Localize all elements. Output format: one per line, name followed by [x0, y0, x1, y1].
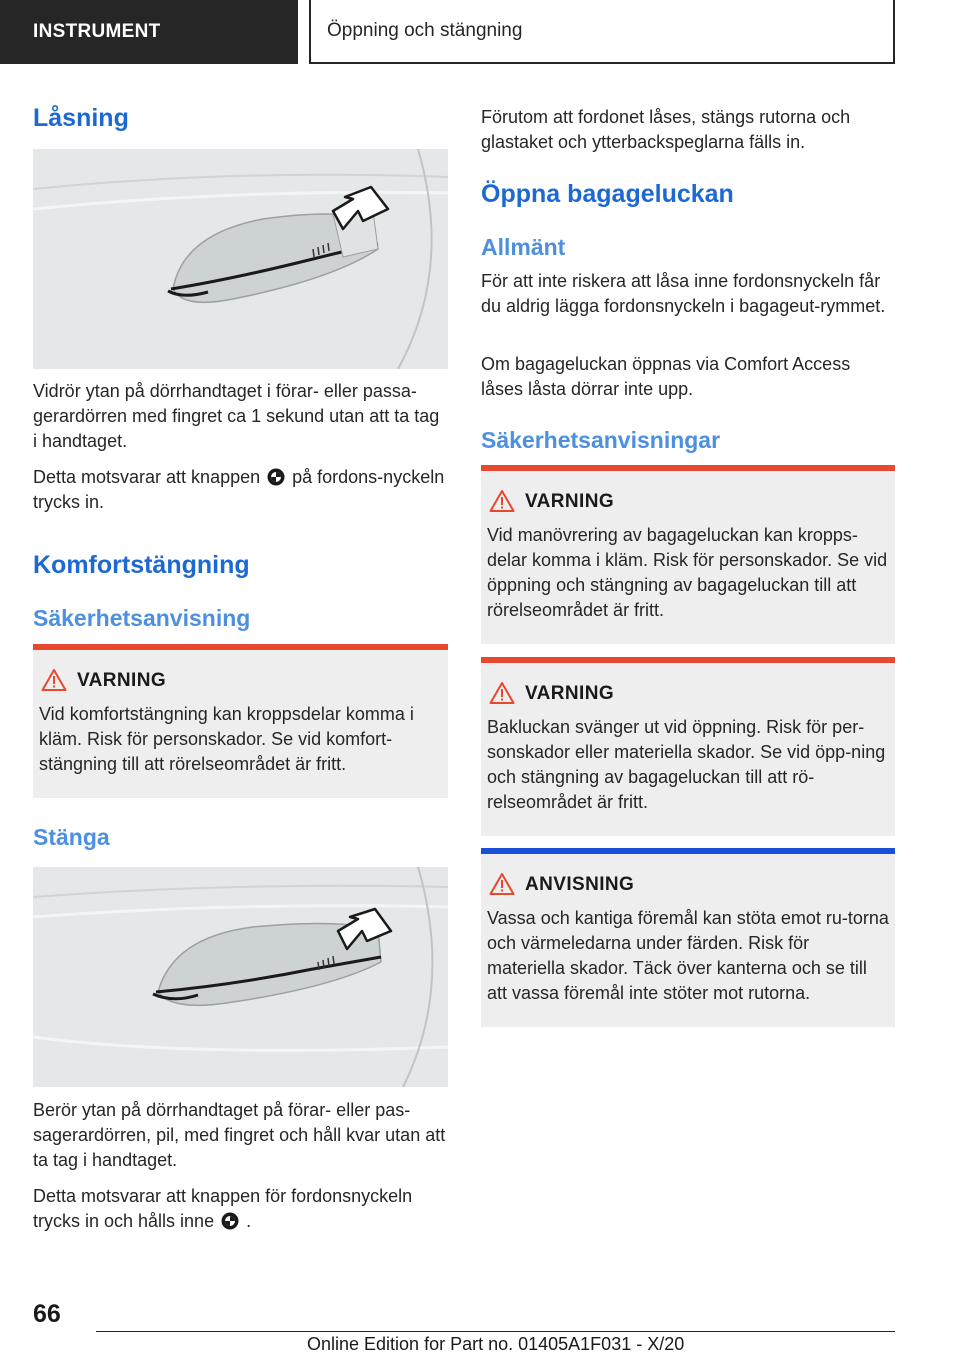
- heading-lasning: Låsning: [33, 104, 129, 132]
- stanga-p2-end: .: [246, 1211, 252, 1231]
- section-label: Öppning och stängning: [327, 20, 523, 41]
- key-lock-button-icon: [266, 467, 286, 487]
- footer-rule: [96, 1331, 895, 1332]
- warning-text: Vid manövrering av bagageluckan kan kropps-delar komma i kläm. Risk för personskador. Se vid öppning och stängning av bagageluckan till att rörelseområdet är fritt.: [487, 525, 888, 620]
- lasning-p2-start: Detta motsvarar att knappen: [33, 467, 261, 487]
- warning-title: VARNING: [77, 670, 167, 691]
- notice-title: ANVISNING: [525, 874, 635, 895]
- heading-sakerhetsanvisning: Säkerhetsanvisning: [33, 605, 251, 631]
- warning-triangle-icon: [489, 489, 515, 513]
- warning-title: VARNING: [525, 491, 615, 512]
- header-divider: [298, 0, 311, 64]
- notice-box: [481, 848, 895, 1027]
- stanga-paragraph-1: Berör ytan på dörrhandtaget på förar- eller pas-sagerardörren, pil, med fingret och håll kvar utan att ta tag i handtaget.: [33, 1100, 446, 1170]
- warning-triangle-icon: [41, 668, 67, 692]
- stanga-paragraph-2: [33, 1184, 448, 1234]
- warning-box-baklucka: [481, 657, 895, 836]
- lasning-p2-end: på fordons-nyckeln trycks in.: [33, 467, 445, 512]
- warning-box-komfort: [33, 644, 448, 798]
- heading-allmant: Allmänt: [481, 234, 566, 260]
- chapter-tab: [0, 0, 298, 64]
- heading-stanga: Stänga: [33, 824, 110, 850]
- allmant-paragraph-1: För att inte riskera att låsa inne fordonsnyckeln får du aldrig lägga fordonsnyckeln i bagageut-rymmet.: [481, 271, 886, 316]
- warning-text: Vid komfortstängning kan kroppsdelar komma i kläm. Risk för personskador. Se vid komfort-stängning till att rörelseområdet är fritt.: [39, 704, 414, 774]
- stanga-p2-start: Detta motsvarar att knappen för fordonsnyckeln trycks in och hålls inne: [33, 1186, 413, 1231]
- door-handle-lock-illustration: [33, 149, 448, 369]
- page-number: 66: [33, 1300, 61, 1328]
- heading-sakerhetsanvisningar: Säkerhetsanvisningar: [481, 427, 721, 453]
- chapter-label: INSTRUMENT: [33, 21, 161, 42]
- door-handle-image: [33, 149, 448, 369]
- allmant-paragraph-2: Om bagageluckan öppnas via Comfort Access låses låsta dörrar inte upp.: [481, 354, 851, 399]
- footer-edition: Online Edition for Part no. 01405A1F031 - X/20: [307, 1334, 685, 1354]
- notice-text: Vassa och kantiga föremål kan stöta emot ru-torna och värmeledarna under färden. Risk för materiella skador. Täck över kanterna och se till att vassa föremål inte stöter mot rutorna.: [487, 908, 889, 1003]
- notice-triangle-icon: [489, 872, 515, 896]
- lasning-paragraph-1: Vidrör ytan på dörrhandtaget i förar- eller passa-gerardörren med fingret ca 1 sekund utan att ta tag i handtaget.: [33, 381, 440, 451]
- warning-text: Bakluckan svänger ut vid öppning. Risk för per-sonskador eller materiella skador. Se vid öpp-ning och stängning av bagageluckan till att rö-relseområdet är fritt.: [487, 717, 886, 812]
- key-lock-button-icon: [220, 1211, 240, 1231]
- door-handle-image-2: [33, 867, 448, 1087]
- door-handle-close-illustration: [33, 867, 448, 1087]
- intro-paragraph: Förutom att fordonet låses, stängs rutorna och glastaket och ytterbackspeglarna fälls in.: [481, 107, 851, 152]
- heading-oppna-bagageluckan: Öppna bagageluckan: [481, 180, 734, 208]
- heading-komfortstangning: Komfortstängning: [33, 551, 250, 579]
- section-header: [311, 0, 895, 64]
- lasning-paragraph-2: [33, 465, 448, 515]
- warning-title: VARNING: [525, 683, 615, 704]
- warning-triangle-icon: [489, 681, 515, 705]
- warning-box-bagagelucka: [481, 465, 895, 644]
